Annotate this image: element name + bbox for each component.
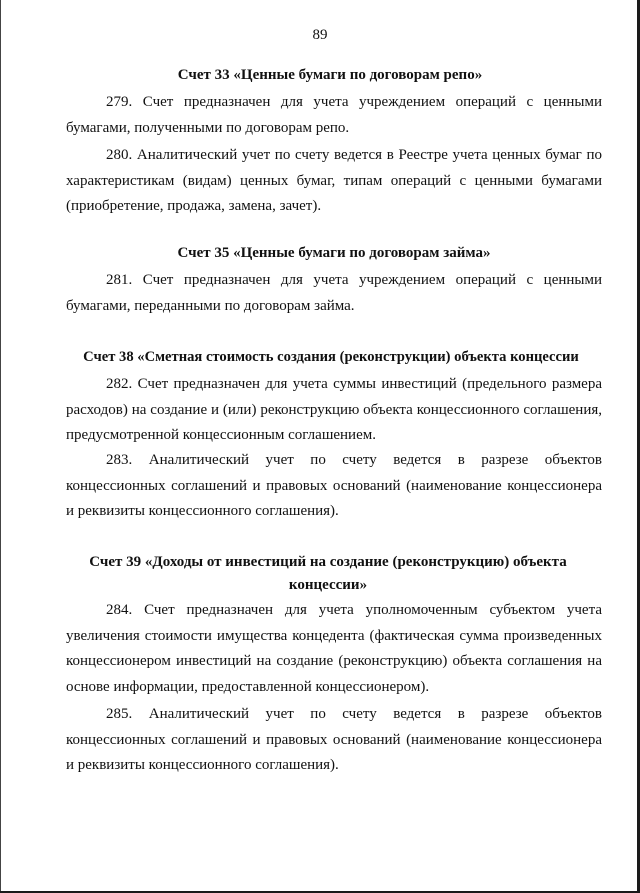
section-heading-38: Счет 38 «Сметная стоимость создания (реконструкции) объекта концессии bbox=[83, 349, 579, 365]
paragraph-279 bbox=[66, 90, 602, 141]
scan-edge-left bbox=[0, 0, 1, 893]
section-heading-39: Счет 39 «Доходы от инвестиций на создание (реконструкцию) объекта bbox=[89, 554, 567, 570]
paragraph-282 bbox=[66, 372, 602, 449]
section-heading-39-cont: концессии» bbox=[288, 577, 368, 593]
section-heading-35: Счет 35 «Ценные бумаги по договорам займа» bbox=[177, 245, 491, 261]
paragraph-text: 285. Аналитический учет по счету ведется в разрезе объектов концессионных соглашений и правовых оснований (наименование концессионера и реквизиты концессионного соглашения). bbox=[66, 706, 602, 773]
section-heading-33: Счет 33 «Ценные бумаги по договорам репо» bbox=[177, 67, 483, 83]
paragraph-283 bbox=[66, 448, 602, 525]
page-number: 89 bbox=[312, 27, 328, 43]
paragraph-text: 281. Счет предназначен для учета учреждением операций с ценными бумагами, переданными по договорам займа. bbox=[66, 272, 602, 314]
paragraph-text: 282. Счет предназначен для учета суммы инвестиций (предельного размера расходов) на создание и (или) реконструкцию объекта концессионного соглашения, предусмотренной концессионным соглашением. bbox=[66, 376, 602, 443]
paragraph-284 bbox=[66, 598, 602, 700]
paragraph-281 bbox=[66, 268, 602, 319]
paragraph-text: 279. Счет предназначен для учета учреждением операций с ценными бумагами, полученными по договорам репо. bbox=[66, 94, 602, 136]
paragraph-text: 284. Счет предназначен для учета уполномоченным субъектом учета увеличения стоимости имущества концедента (фактическая сумма произведенных концессионером инвестиций на создание (реконструкцию) объекта соглашения на основе информации, предоставленной концессионером). bbox=[66, 602, 602, 695]
paragraph-text: 280. Аналитический учет по счету ведется в Реестре учета ценных бумаг по характеристикам (видам) ценных бумаг, типам операций с ценными бумагами (приобретение, продажа, замена, зачет). bbox=[66, 147, 602, 214]
paragraph-285 bbox=[66, 702, 602, 779]
paragraph-text: 283. Аналитический учет по счету ведется в разрезе объектов концессионных соглашений и правовых оснований (наименование концессионера и реквизиты концессионного соглашения). bbox=[66, 452, 602, 519]
paragraph-280 bbox=[66, 143, 602, 220]
